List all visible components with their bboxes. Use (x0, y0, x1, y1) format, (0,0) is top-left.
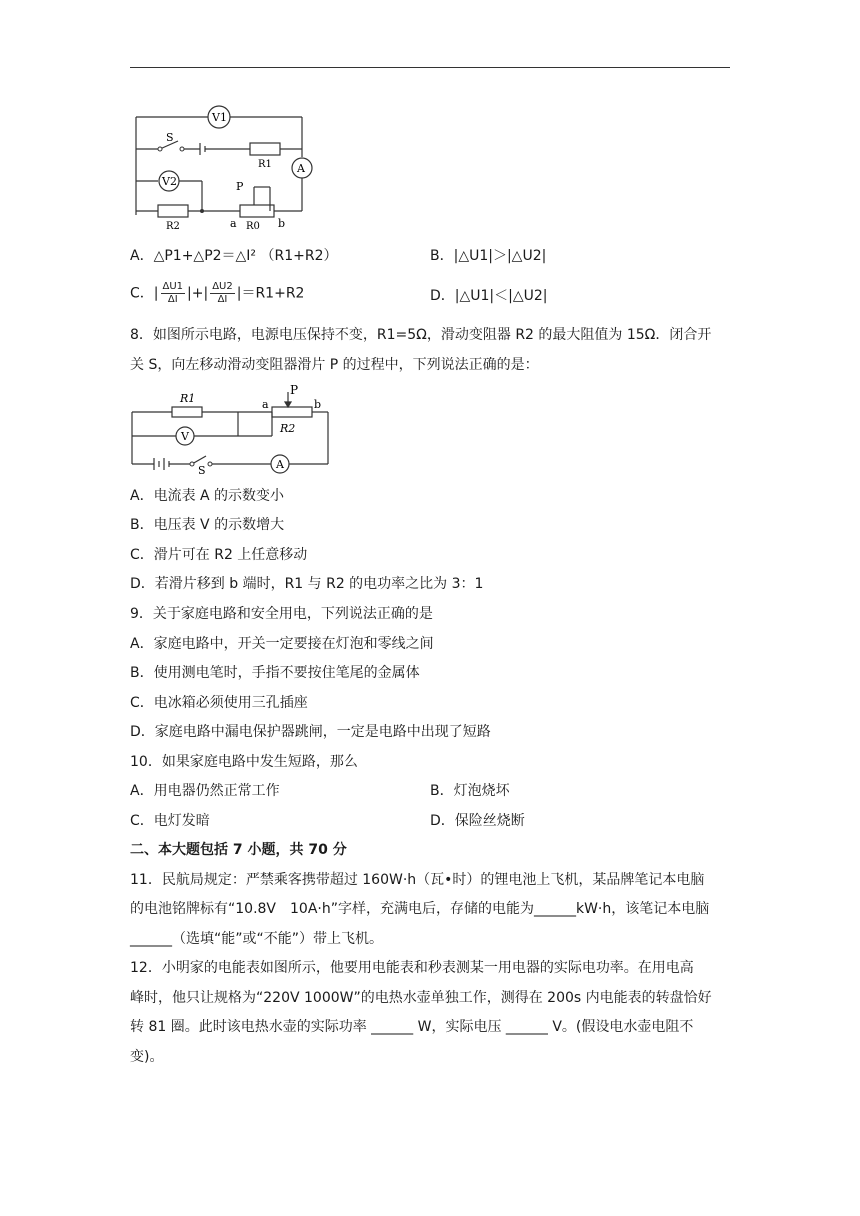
r2-label: R2 (166, 221, 180, 232)
q10-option-d: D．保险丝烧断 (430, 813, 525, 829)
switch-label: S (166, 131, 174, 144)
q10-option-a: A．用电器仍然正常工作 (130, 783, 280, 799)
q9-option-d: D．家庭电路中漏电保护器跳闸，一定是电路中出现了短路 (130, 724, 491, 740)
q9-option-c: C．电冰箱必须使用三孔插座 (130, 695, 308, 711)
fraction-2-numerator: ΔU2 (212, 281, 233, 292)
q8-option-a: A．电流表 A 的示数变小 (130, 488, 285, 504)
q8-circuit-diagram (128, 382, 338, 477)
q8-voltmeter-label: V (181, 430, 189, 443)
q8-option-d: D．若滑片移到 b 端时，R1 与 R2 的电功率之比为 3：1 (130, 576, 484, 592)
q10-option-c: C．电灯发暗 (130, 813, 210, 829)
q8-stem-line-2: 关 S，向左移动滑动变阻器滑片 P 的过程中，下列说法正确的是： (130, 357, 539, 373)
q11-line-3: ______（选填“能”或“不能”）带上飞机。 (130, 931, 384, 947)
q8-option-c: C．滑片可在 R2 上任意移动 (130, 547, 308, 563)
q9-option-a: A．家庭电路中，开关一定要接在灯泡和零线之间 (130, 636, 434, 652)
q11-line-2: 的电池铭牌标有“10.8V 10A·h”字样，充满电后，存储的电能为______kW·h，该笔记本电脑 (130, 901, 710, 917)
q8-slider-p-label: P (290, 383, 299, 397)
ammeter-label: A (297, 162, 305, 175)
q12-line-3: 转 81 圈。此时该电热水壶的实际功率 ______ W，实际电压 ______ V。(假设电水壶电阻不 (130, 1019, 694, 1035)
q10-option-b: B．灯泡烧坏 (430, 783, 510, 799)
q9-stem: 9．关于家庭电路和安全用电，下列说法正确的是 (130, 606, 433, 622)
q8-r1-label: R1 (180, 392, 196, 405)
q7-option-c (130, 281, 304, 306)
q9-option-b: B．使用测电笔时，手指不要按住笔尾的金属体 (130, 665, 420, 681)
q7-option-c-middle: |+| (187, 285, 209, 302)
q8-terminal-a-label: a (262, 398, 269, 411)
header-rule (130, 67, 730, 68)
slider-p-label: P (236, 180, 244, 193)
v2-label: V2 (162, 175, 177, 188)
fraction-1-numerator: ΔU1 (162, 281, 184, 292)
q8-stem-line-1: 8．如图所示电路，电源电压保持不变，R1=5Ω，滑动变阻器 R2 的最大阻值为 15Ω．闭合开 (130, 327, 712, 343)
q8-terminal-b-label: b (314, 398, 322, 411)
q7-option-d: D．|△U1|＜|△U2| (430, 288, 548, 304)
q7-option-c-fraction-2 (210, 281, 235, 306)
fraction-2-denominator: ΔI (217, 294, 228, 305)
q7-option-b: B．|△U1|＞|△U2| (430, 248, 547, 264)
q7-option-a: A．△P1+△P2＝△I² （R1+R2） (130, 248, 338, 264)
terminal-a-label: a (230, 217, 237, 230)
section-2-heading: 二、本大题包括 7 小题，共 70 分 (130, 842, 347, 858)
q7-option-c-suffix: |＝R1+R2 (236, 285, 305, 302)
q12-line-4: 变)。 (130, 1049, 164, 1065)
q12-line-1: 12．小明家的电能表如图所示，他要用电能表和秒表测某一用电器的实际电功率。在用电高 (130, 960, 694, 976)
q8-r2-label: R2 (280, 422, 296, 435)
r0-label: R0 (246, 221, 260, 232)
q7-option-c-prefix: C．| (130, 285, 159, 302)
q8-switch-label: S (198, 464, 206, 477)
q12-line-2: 峰时，他只让规格为“220V 1000W”的电热水壶单独工作，测得在 200s 内电能表的转盘恰好 (130, 990, 712, 1006)
r1-label: R1 (258, 159, 272, 170)
terminal-b-label: b (278, 217, 286, 230)
q8-option-b: B．电压表 V 的示数增大 (130, 517, 285, 533)
q10-stem: 10．如果家庭电路中发生短路，那么 (130, 754, 358, 770)
q8-ammeter-label: A (276, 458, 284, 471)
fraction-1-denominator: ΔI (167, 294, 178, 305)
q7-option-c-fraction-1 (161, 281, 186, 306)
q7-circuit-diagram (130, 105, 320, 232)
q11-line-1: 11．民航局规定：严禁乘客携带超过 160W·h（瓦•时）的锂电池上飞机，某品牌笔记本电脑 (130, 872, 705, 888)
v1-label: V1 (212, 111, 227, 124)
